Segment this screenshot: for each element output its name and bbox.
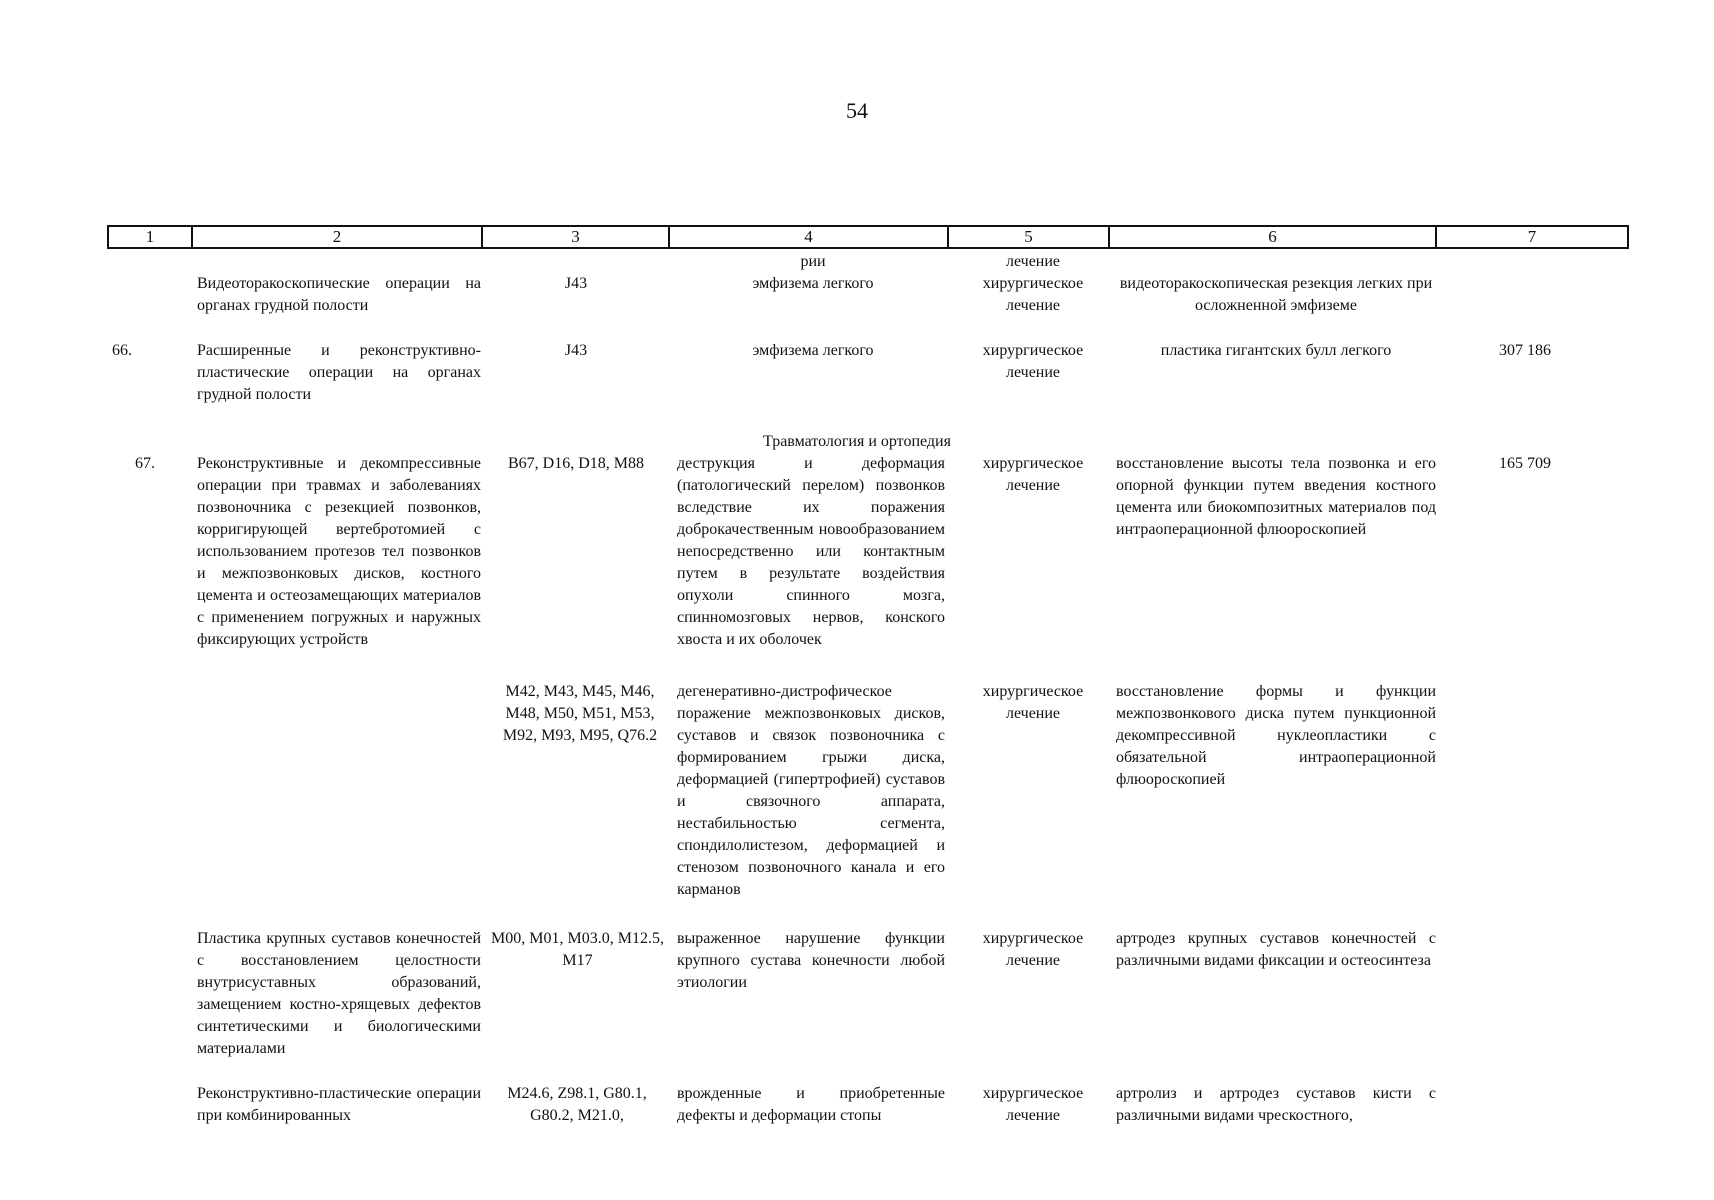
header-col-7: 7: [1527, 227, 1537, 246]
row-name: Расширенные и реконструктивно-пластические операции на органах грудной полости: [197, 342, 481, 403]
row-codes: J43: [564, 342, 588, 359]
page-number: 54: [846, 98, 868, 123]
row-method: восстановление формы и функции межпозвонкового диска путем пункционной декомпрессивной нуклеопластики с обязательной интраоперационной флюороскопией: [1116, 683, 1436, 788]
row-codes: M42, M43, M45, M46, M48, M50, M51, M53, M92, M93, M95, Q76.2: [502, 683, 658, 744]
row-name: Пластика крупных суставов конечностей с восстановлением целостности внутрисуставных образований, замещением костно-хрящевых дефектов синтетическими и биологическими материалами: [197, 930, 481, 1057]
continuation-model: рии: [800, 253, 826, 270]
header-col-5: 5: [949, 227, 1110, 247]
header-col-6: 6: [1110, 227, 1437, 247]
row-cost: 165 709: [1499, 455, 1551, 472]
header-col-3: 3: [483, 227, 670, 247]
row-method: пластика гигантских булл легкого: [1160, 342, 1392, 359]
row-model: врожденные и приобретенные дефекты и деформации стопы: [677, 1085, 945, 1124]
header-col-4: 4: [670, 227, 949, 247]
row-name: Видеоторакоскопические операции на органах грудной полости: [197, 275, 481, 314]
row-treatment: хирургическое лечение: [982, 1085, 1084, 1124]
row-name: Реконструктивно-пластические операции при комбинированных: [197, 1085, 481, 1124]
row-method: видеоторакоскопическая резекция легких при осложненной эмфиземе: [1119, 275, 1433, 314]
continuation-treatment: лечение: [1005, 253, 1061, 270]
row-treatment: хирургическое лечение: [982, 342, 1084, 381]
row-model: деструкция и деформация (патологический перелом) позвонков вследствие их поражения доброкачественным новообразованием непосредственно или контактным путем в результате воздействия опухоли спинного мозга, спинномозговых нервов, конского хвоста и их оболочек: [677, 455, 945, 648]
row-cost: 307 186: [1499, 342, 1551, 359]
row-codes: B67, D16, D18, M88: [507, 455, 644, 472]
row-method: восстановление высоты тела позвонка и его опорной функции путем введения костного цемента или биокомпозитных материалов под интраоперационной флюороскопией: [1116, 455, 1436, 538]
row-codes: J43: [564, 275, 588, 292]
row-number: 66.: [112, 342, 132, 359]
row-model: выраженное нарушение функции крупного сустава конечности любой этиологии: [677, 930, 945, 991]
section-title: Травматология и ортопедия: [763, 433, 951, 450]
table-header-row: [107, 225, 1629, 249]
row-model: дегенеративно-дистрофическое поражение межпозвонковых дисков, суставов и связок позвоночника с формированием грыжи диска, деформацией (гипертрофией) суставов и связочного аппарата, нестабильностью сегмента, спондилолистезом, деформацией и стенозом позвоночного канала и его карманов: [677, 683, 945, 898]
row-method: артродез крупных суставов конечностей с различными видами фиксации и остеосинтеза: [1116, 930, 1436, 969]
row-treatment: хирургическое лечение: [982, 275, 1084, 314]
row-model: эмфизема легкого: [752, 275, 874, 292]
row-treatment: хирургическое лечение: [982, 930, 1084, 969]
row-name: Реконструктивные и декомпрессивные операции при травмах и заболеваниях позвоночника с резекцией позвонков, корригирующей вертебротомией с использованием протезов тел позвонков и межпозвонковых дисков, костного цемента и остеозамещающих материалов с применением погружных и наружных фиксирующих устройств: [197, 455, 481, 648]
row-method: артролиз и артродез суставов кисти с различными видами чрескостного,: [1116, 1085, 1436, 1124]
row-codes: M00, M01, M03.0, M12.5, M17: [491, 930, 664, 969]
header-col-2: 2: [193, 227, 483, 247]
row-number: 67.: [135, 455, 155, 472]
header-col-1: 1: [109, 227, 193, 247]
row-treatment: хирургическое лечение: [982, 455, 1084, 494]
row-treatment: хирургическое лечение: [982, 683, 1084, 722]
row-model: эмфизема легкого: [752, 342, 874, 359]
row-codes: M24.6, Z98.1, G80.1, G80.2, M21.0,: [507, 1085, 647, 1124]
